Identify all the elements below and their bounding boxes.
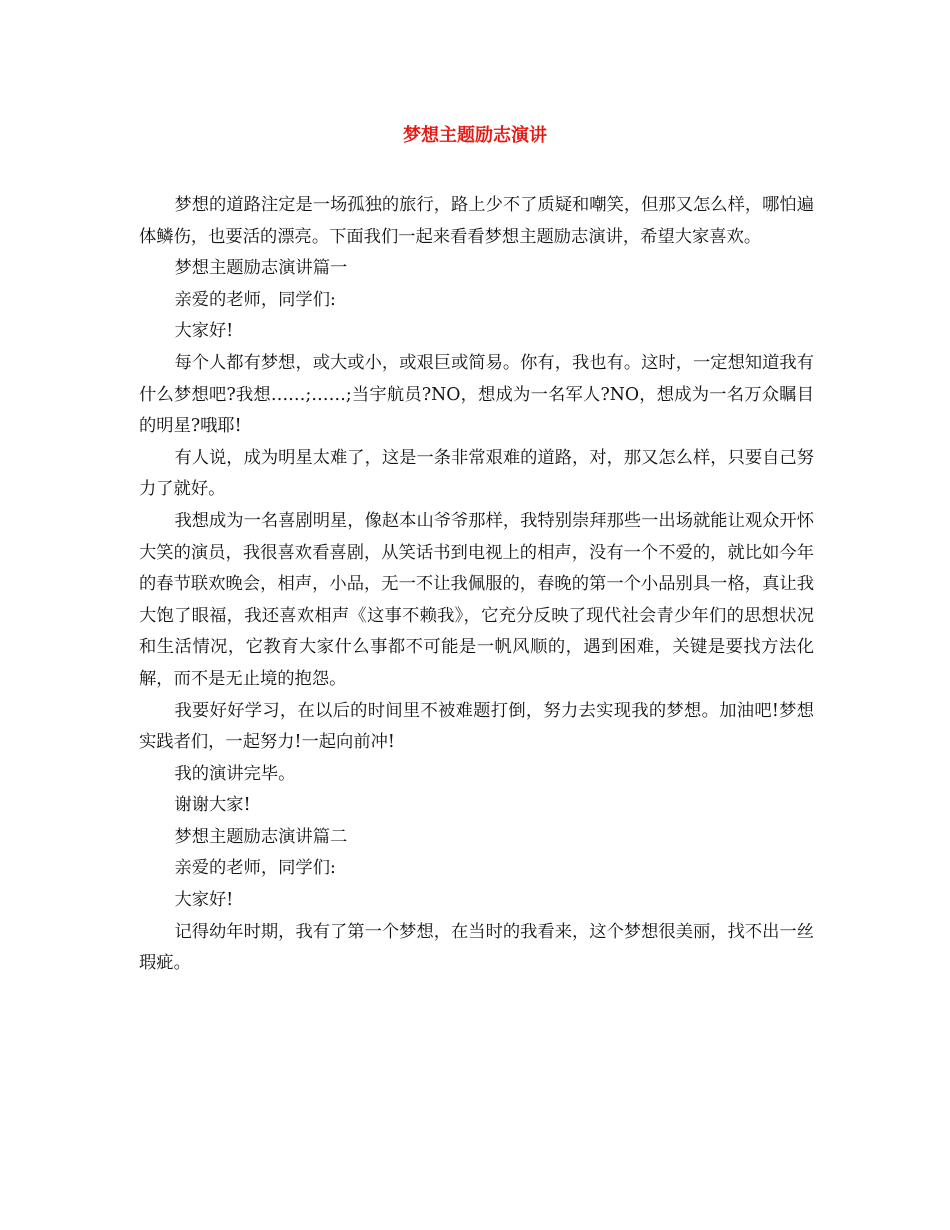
greeting: 大家好!	[174, 321, 234, 342]
salutation: 亲爱的老师，同学们:	[174, 858, 336, 879]
greeting: 大家好!	[174, 890, 234, 911]
document-body	[139, 190, 814, 980]
paragraph: 每个人都有梦想，或大或小，或艰巨或简易。你有，我也有。这时，一定想知道我有什么梦想吧?我想……;……;当宇航员?NO，想成为一名军人?NO，想成为一名万众瞩目的明星?哦耶!	[139, 352, 814, 437]
section-heading: 梦想主题励志演讲篇二	[174, 826, 348, 847]
paragraph: 梦想的道路注定是一场孤独的旅行，路上少不了质疑和嘲笑，但那又怎么样，哪怕遍体鳞伤，也要活的漂亮。下面我们一起来看看梦想主题励志演讲，希望大家喜欢。	[139, 195, 814, 247]
closing-line: 谢谢大家!	[174, 795, 251, 816]
closing-line: 我的演讲完毕。	[174, 763, 296, 784]
paragraph: 有人说，成为明星太难了，这是一条非常艰难的道路，对，那又怎么样，只要自己努力了就好。	[139, 447, 814, 500]
document-title: 梦想主题励志演讲	[403, 125, 547, 146]
paragraph: 记得幼年时期，我有了第一个梦想，在当时的我看来，这个梦想很美丽，找不出一丝瑕疵。	[139, 921, 814, 974]
paragraph: 我想成为一名喜剧明星，像赵本山爷爷那样，我特别崇拜那些一出场就能让观众开怀大笑的演员，我很喜欢看喜剧，从笑话书到电视上的相声，没有一个不爱的，就比如今年的春节联欢晚会，相声，小品，无一不让我佩服的，春晚的第一个小品别具一格，真让我大饱了眼福，我还喜欢相声《这事不赖我》，它充分反映了现代社会青少年们的思想状况和生活情况，它教育大家什么事都不可能是一帆风顺的，遇到困难，关键是要找方法化解，而不是无止境的抱怨。	[139, 510, 814, 689]
paragraph: 我要好好学习，在以后的时间里不被难题打倒，努力去实现我的梦想。加油吧!梦想实践者们，一起努力!一起向前冲!	[139, 700, 814, 753]
section-heading: 梦想主题励志演讲篇一	[174, 258, 348, 279]
salutation: 亲爱的老师，同学们:	[174, 289, 336, 310]
